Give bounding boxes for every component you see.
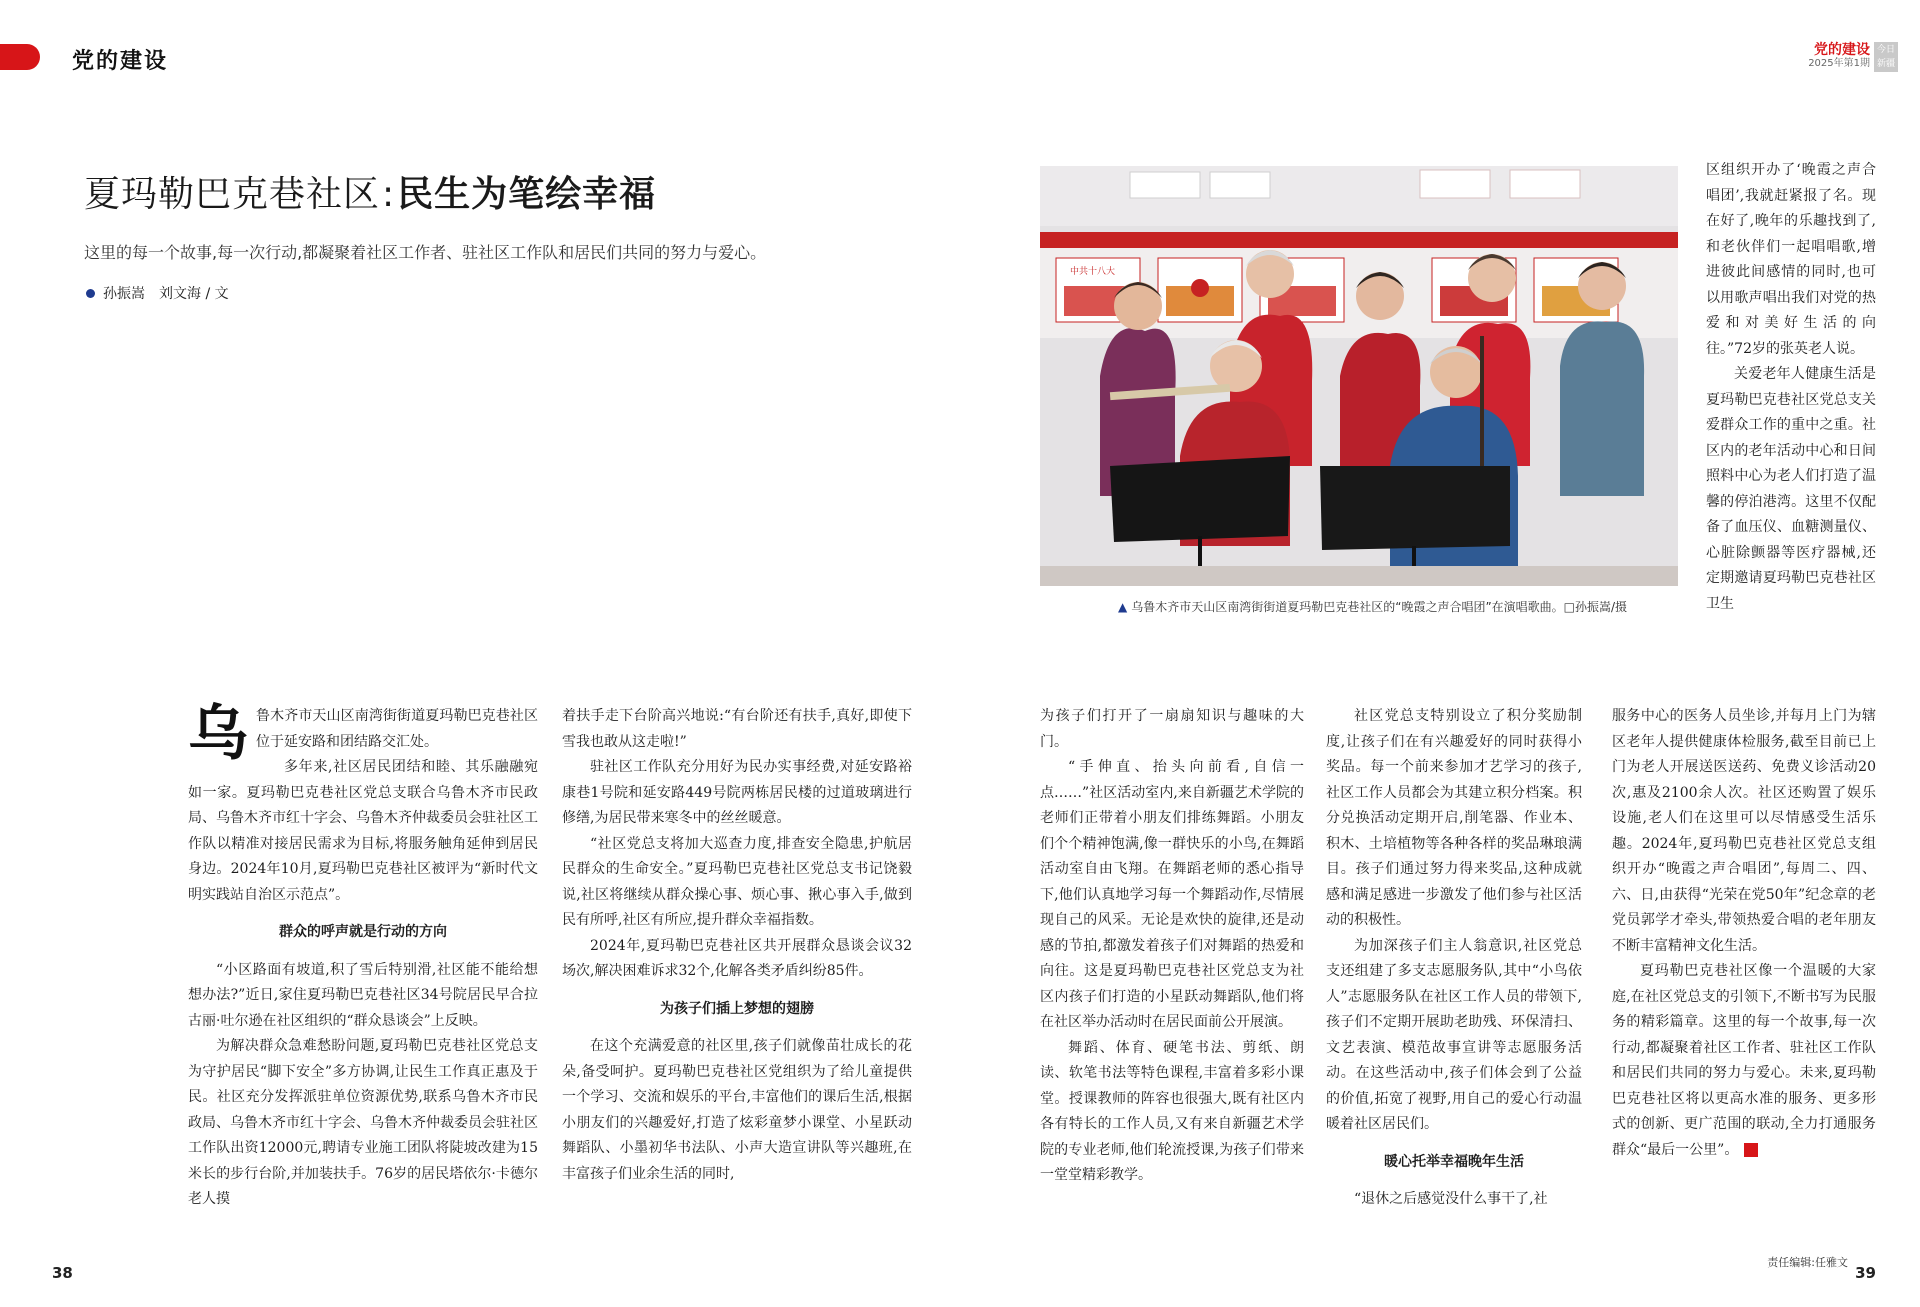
byline (86, 283, 229, 303)
masthead-title: 党的建设 (1814, 42, 1870, 58)
article-column-4 (1326, 704, 1582, 1213)
paragraph: 夏玛勒巴克巷社区像一个温暖的大家庭,在社区党总支的引领下,不断书写为民服务的精彩篇章。这里的每一个故事,每一次行动,都凝聚着社区工作者、驻社区工作队和居民们共同的努力与爱心。未来,夏玛勒巴克巷社区将以更高水准的服务、更多形式的创新、更广范围的联动,全力打通服务群众“最后一公里”。 (1612, 963, 1876, 1158)
title-subtitle: 民生为笔绘幸福 (397, 174, 657, 215)
byline-dot-icon (86, 289, 95, 298)
paragraph: 服务中心的医务人员坐诊,并每月上门为辖区老年人提供健康体检服务,截至目前已上门为老人开展送医送药、免费义诊活动20次,惠及2100余人次。社区还购置了娱乐设施,老人们在这里可以尽情感受生活乐趣。2024年,夏玛勒巴克巷社区党总支组织开办“晚霞之声合唱团”,每周二、四、六、日,由获得“光荣在党50年”纪念章的老党员郭学才牵头,带领热爱合唱的老年朋友不断丰富精神文化生活。 (1612, 708, 1876, 954)
masthead (1808, 42, 1898, 72)
paragraph: “手伸直、抬头向前看,自信一点……”社区活动室内,来自新疆艺术学院的老师们正带着小朋友们排练舞蹈。小朋友们个个精神饱满,像一群快乐的小鸟,在舞蹈活动室自由飞翔。在舞蹈老师的悉心指导下,他们认真地学习每一个舞蹈动作,尽情展现自己的风采。无论是欢快的旋律,还是动感的节拍,都激发着孩子们对舞蹈的热爱和向往。这是夏玛勒巴克巷社区党总支为社区内孩子们打造的小星跃动舞蹈队,他们将在社区举办活动时在居民面前公开展演。 (1040, 759, 1304, 1030)
masthead-logo: 今日新疆 (1874, 42, 1898, 72)
paragraph: 为加深孩子们主人翁意识,社区党总支还组建了多支志愿服务队,其中“小鸟依人”志愿服务队在社区工作人员的带领下,孩子们不定期开展助老助残、环保清扫、文艺表演、模范故事宣讲等志愿服务活动。在这些活动中,孩子们体会到了公益的价值,拓宽了视野,用自己的爱心行动温暖着社区居民们。 (1326, 937, 1582, 1132)
paragraph: 2024年,夏玛勒巴克巷社区共开展群众恳谈会议32场次,解决困难诉求32个,化解各类矛盾纠纷85件。 (562, 937, 912, 979)
paragraph: 为解决群众急难愁盼问题,夏玛勒巴克巷社区党总支为守护居民“脚下安全”多方协调,让民生工作真正惠及于民。社区充分发挥派驻单位资源优势,联系乌鲁木齐市民政局、乌鲁木齐市红十字会、乌鲁木齐仲裁委员会驻社区工作队出资12000元,聘请专业施工团队将陡坡改建为15米长的步行台阶,并加装扶手。76岁的居民塔依尔·卡德尔老人摸 (188, 1038, 538, 1207)
section-label: 党的建设 (72, 48, 169, 74)
paragraph: “小区路面有坡道,积了雪后特别滑,社区能不能给想想办法?”近日,家住夏玛勒巴克巷社区34号院居民早合拉古丽·吐尔逊在社区组织的“群众恳谈会”上反映。 (188, 961, 538, 1029)
caption-triangle-icon: ▲ (1118, 600, 1128, 614)
paragraph: 区组织开办了‘晚霞之声合唱团’,我就赶紧报了名。现在好了,晚年的乐趣找到了,和老伙伴们一起唱唱歌,增进彼此间感情的同时,也可以用歌声唱出我们对党的热爱和对美好生活的向往。”72岁的张英老人说。 (1706, 162, 1876, 357)
article-lead: 这里的每一个故事,每一次行动,都凝聚着社区工作者、驻社区工作队和居民们共同的努力与爱心。 (84, 243, 767, 262)
title-separator: : (382, 174, 396, 215)
subheading-1: 群众的呼声就是行动的方向 (279, 924, 447, 940)
paragraph: 舞蹈、体育、硬笔书法、剪纸、朗读、软笔书法等特色课程,丰富着多彩小课堂。授课教师的阵容也很强大,既有社区内各有特长的工作人员,又有来自新疆艺术学院的专业老师,他们轮流授课,为孩子们带来一堂堂精彩教学。 (1040, 1039, 1304, 1183)
paragraph: 在这个充满爱意的社区里,孩子们就像苗壮成长的花朵,备受呵护。夏玛勒巴克巷社区党组织为了给儿童提供一个学习、交流和娱乐的平台,丰富他们的课后生活,根据小朋友们的兴趣爱好,打造了炫彩童梦小课堂、小星跃动舞蹈队、小墨初华书法队、小声大造宣讲队等兴趣班,在丰富孩子们业余生活的同时, (562, 1038, 912, 1182)
subheading-2: 为孩子们插上梦想的翅膀 (660, 1000, 814, 1017)
photo-caption-text: 乌鲁木齐市天山区南湾街街道夏玛勒巴克巷社区的“晚霞之声合唱团”在演唱歌曲。□孙振嵩/摄 (1131, 600, 1628, 614)
board-text: 中共十八大 (1070, 267, 1116, 277)
photo-caption (1118, 598, 1627, 615)
paragraph: 着扶手走下台阶高兴地说:“有台阶还有扶手,真好,即使下雪我也敢从这走啦!” (562, 708, 912, 750)
page-number-left: 38 (52, 1264, 73, 1282)
end-mark-icon (1744, 1143, 1758, 1157)
title-main: 夏玛勒巴克巷社区 (84, 174, 381, 215)
paragraph: 乌鲁木齐市天山区南湾街街道夏玛勒巴克巷社区位于延安路和团结路交汇处。 (188, 699, 538, 769)
paragraph: “社区党总支将加大巡查力度,排查安全隐患,护航居民群众的生命安全。”夏玛勒巴克巷社区党总支书记饶毅说,社区将继续从群众操心事、烦心事、揪心事入手,做到民有所呼,社区有所应,提升群众幸福指数。 (562, 835, 912, 928)
choir-photo-illustration (1040, 166, 1678, 586)
paragraph: 社区党总支特别设立了积分奖励制度,让孩子们在有兴趣爱好的同时获得小奖品。每一个前来参加才艺学习的孩子,社区工作人员都会为其建立积分档案。积分兑换活动定期开启,削笔器、作业本、积木、土培植物等各种各样的奖品琳琅满目。孩子们通过努力得来奖品,这种成就感和满足感进一步激发了他们参与社区活动的积极性。 (1326, 708, 1582, 928)
article-column-3 (1040, 704, 1304, 1189)
article-column-1 (188, 699, 538, 1213)
article-column-5 (1612, 704, 1876, 1163)
paragraph: 关爱老年人健康生活是夏玛勒巴克巷社区党总支关爱群众工作的重中之重。社区内的老年活动中心和日间照料中心为老人们打造了温馨的停泊港湾。这里不仅配备了血压仪、血糖测量仪、心脏除颤器等医疗器械,还定期邀请夏玛勒巴克巷社区卫生 (1706, 366, 1876, 612)
masthead-issue: 2025年第1期 (1808, 58, 1870, 69)
paragraph: 驻社区工作队充分用好为民办实事经费,对延安路裕康巷1号院和延安路449号院两栋居民楼的过道玻璃进行修缮,为居民带来寒冬中的丝丝暖意。 (562, 759, 912, 826)
drop-cap: 乌 (188, 699, 248, 769)
paragraph: “退休之后感觉没什么事干了,社 (1354, 1191, 1548, 1207)
section-tab-marker (0, 44, 40, 70)
article-title (84, 166, 656, 217)
byline-text: 孙振嵩 刘文海 / 文 (103, 286, 229, 302)
article-photo (1040, 166, 1678, 586)
subheading-3: 暖心托举幸福晚年生活 (1384, 1153, 1524, 1170)
paragraph: 为孩子们打开了一扇扇知识与趣味的大门。 (1040, 708, 1304, 750)
responsible-editor: 责任编辑:任雅文 (1767, 1256, 1848, 1269)
page-number-right: 39 (1855, 1264, 1876, 1282)
article-column-right-top (1706, 158, 1876, 617)
paragraph: 多年来,社区居民团结和睦、其乐融融宛如一家。夏玛勒巴克巷社区党总支联合乌鲁木齐市民政局、乌鲁木齐市红十字会、乌鲁木齐仲裁委员会驻社区工作队以精准对接居民需求为目标,将服务触角延伸到居民身边。2024年10月,夏玛勒巴克巷社区被评为“新时代文明实践站自治区示范点”。 (188, 759, 538, 903)
article-column-2 (562, 704, 912, 1187)
